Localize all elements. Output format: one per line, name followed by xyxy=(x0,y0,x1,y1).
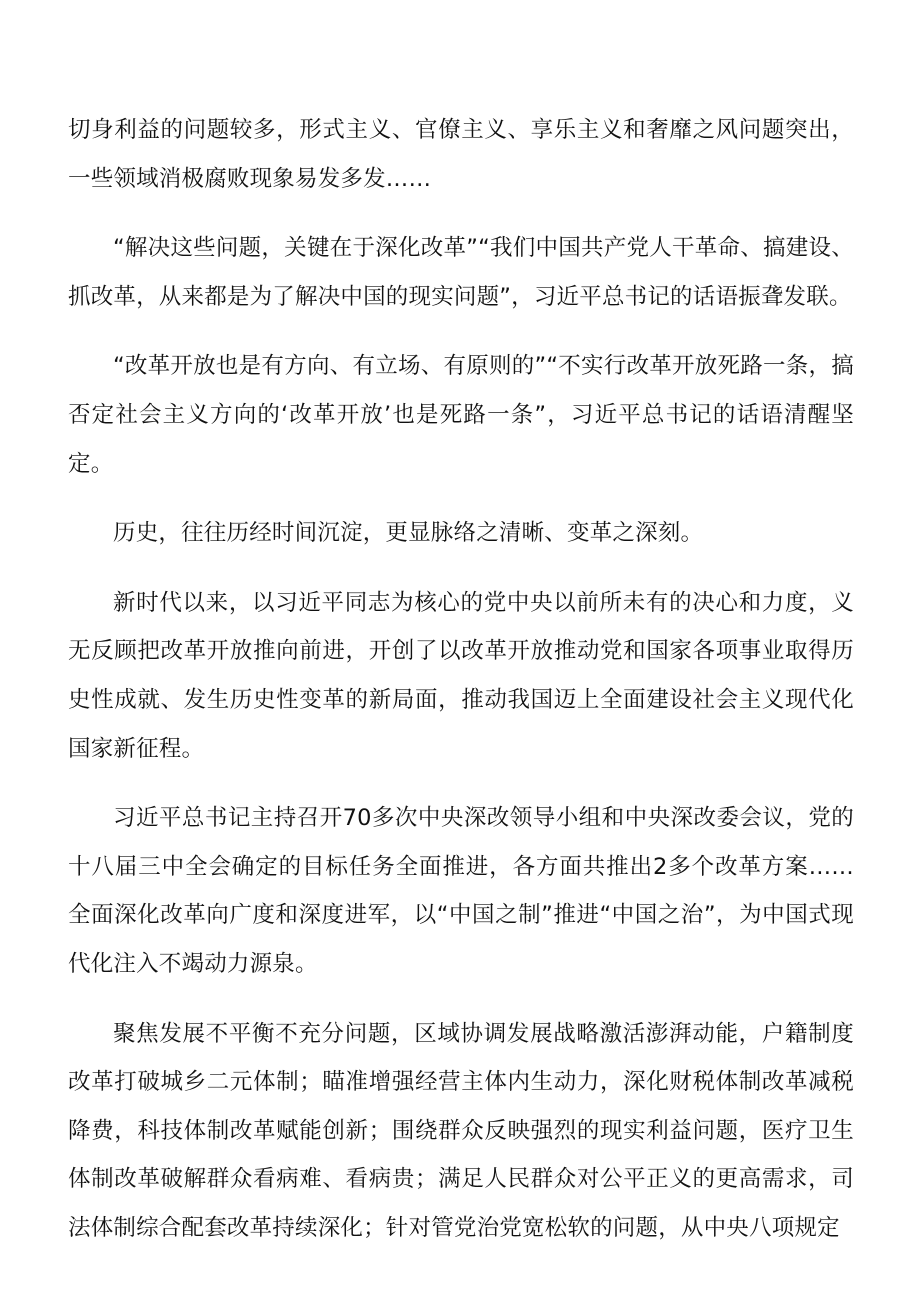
document-body xyxy=(68,106,854,1273)
paragraph-history: 历史，往往历经时间沉淀，更显脉络之清晰、变革之深刻。 xyxy=(113,520,704,547)
paragraph-focus-areas: 聚焦发展不平衡不充分问题，区域协调发展战略激活澎湃动能，户籍制度改革打破城乡二元体制；瞄准增强经营主体内生动力，深化财税体制改革减税降费，科技体制改革赋能创新；围绕群众反映强烈的现实利益问题，医疗卫生体制改革破解群众看病难、看病贵；满足人民群众对公平正义的更高需求，司法体制综合配套改革持续深化；针对管党治党宽松软的问题，从中央八项规定 xyxy=(68,1020,854,1241)
paragraph-new-era: 新时代以来，以习近平同志为核心的党中央以前所未有的决心和力度，义无反顾把改革开放推向前进，开创了以改革开放推动党和国家各项事业取得历史性成就、发生历史性变革的新局面，推动我国迈上全面建设社会主义现代化国家新征程。 xyxy=(68,589,854,762)
paragraph-continuation: 切身利益的问题较多，形式主义、官僚主义、享乐主义和奢靡之风问题突出，一些领域消极腐败现象易发多发…… xyxy=(68,117,854,192)
paragraph-meetings: 习近平总书记主持召开70多次中央深改领导小组和中央深改委会议，党的十八届三中全会确定的目标任务全面推进，各方面共推出2多个改革方案……全面深化改革向广度和深度进军，以“中国之制”推进“中国之治”，为中国式现代化注入不竭动力源泉。 xyxy=(68,805,854,977)
paragraph-reform-quote: “解决这些问题，关键在于深化改革”“我们中国共产党人干革命、搞建设、抓改革，从来都是为了解决中国的现实问题”，习近平总书记的话语振聋发联。 xyxy=(68,235,854,310)
paragraph-direction-quote: “改革开放也是有方向、有立场、有原则的”“不实行改革开放死路一条，搞否定社会主义方向的‘改革开放’也是死路一条”，习近平总书记的话语清醒坚定。 xyxy=(68,353,854,477)
